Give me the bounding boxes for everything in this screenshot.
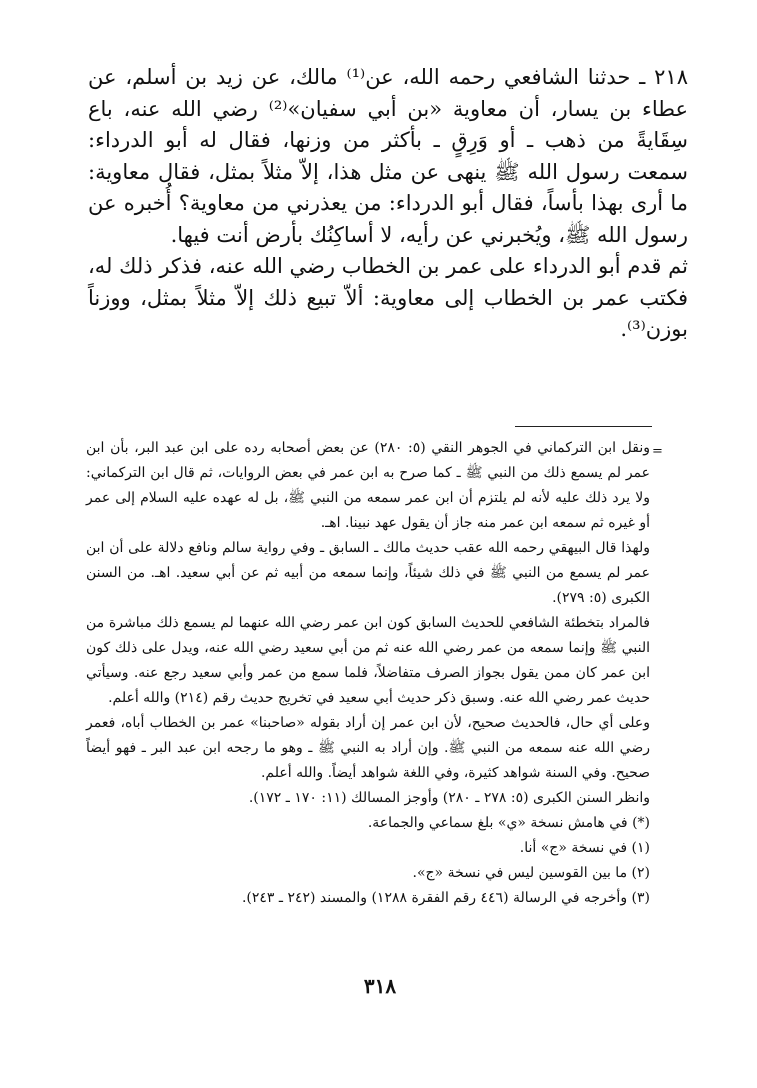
hadith-paragraph-1: ٢١٨ ـ حدثنا الشافعي رحمه الله، عن⁽¹⁾ مالك، عن زيد بن أسلم، عن عطاء بن يسار، أن معاوية «بن أبي سفيان»⁽²⁾ رضي الله عنه، باع سِقَايةً من ذهب ـ أو وَرِقٍ ـ بأكثر من وزنها، فقال له أبو الدرداء: سمعت رسول الله ﷺ ينهى عن مثل هذا، إلاّ مثلاً بمثل، فقال معاوية: ما أرى بهذا بأساً، فقال أبو الدرداء: من يعذرني من معاوية؟ أُخبره عن رسول الله ﷺ، ويُخبرني عن رأيه، لا أساكِنُك بأرض أنت فيها.	[88, 65, 688, 247]
footnote-separator	[515, 426, 652, 427]
footnote-star: (*) في هامش نسخة «ي» بلغ سماعي والجماعة.	[367, 815, 650, 831]
footnote-paragraph: فالمراد بتخطئة الشافعي للحديث السابق كون ابن عمر رضي الله عنهما لم يسمع ذلك مباشرة من النبي ﷺ وإنما سمعه من عمر رضي الله عنه ثم من أبي سعيد رضي الله عنه، ويدل على ذلك كون ابن عمر كان ممن يقول بجواز الصرف متفاضلاً، فلما سمع من عمر وأبي سعيد رجع عنه. وسيأتي حديث عمر رضي الله عنه. وسبق ذكر حديث أبي سعيد في تخريج حديث رقم (٢١٤) والله أعلم.	[86, 615, 650, 706]
main-text-block	[88, 62, 688, 346]
page-number: ٣١٨	[363, 974, 397, 998]
footnote-paragraph: وعلى أي حال، فالحديث صحيح، لأن ابن عمر إن أراد بقوله «صاحبنا» عمر بن الخطاب أباه، فعمر رضي الله عنه سمعه من النبي ﷺ. وإن أراد به النبي ﷺ ـ وهو ما رجحه ابن عبد البر ـ فهو أيضاً صحيح. وفي السنة شواهد كثيرة، وفي اللغة شواهد أيضاً. والله أعلم.	[86, 715, 650, 781]
footnote-paragraph: ونقل ابن التركماني في الجوهر النقي (٥: ٢٨٠) عن بعض أصحابه رده على ابن عبد البر، بأن ابن عمر لم يسمع ذلك من النبي ﷺ ـ كما صرح به ابن عمر في بعض الروايات، ثم قال ابن التركماني: ولا يرد ذلك عليه لأنه لم يلتزم أن ابن عمر سمعه من النبي ﷺ، بل له عهده عليه السلام إلى عمر أو غيره ثم سمعه ابن عمر منه جاز أن يقول عهد نبينا. اهـ.	[86, 440, 650, 531]
footnotes-block	[86, 436, 650, 911]
hadith-paragraph-2: ثم قدم أبو الدرداء على عمر بن الخطاب رضي الله عنه، فذكر ذلك له، فكتب عمر بن الخطاب إلى معاوية: ألاّ تبيع ذلك إلاّ مثلاً بمثل، ووزناً بوزن⁽³⁾.	[88, 254, 688, 341]
footnote-2: (٢) ما بين القوسين ليس في نسخة «ج».	[412, 865, 650, 881]
footnote-paragraph: وانظر السنن الكبرى (٥: ٢٧٨ ـ ٢٨٠) وأوجز المسالك (١١: ١٧٠ ـ ١٧٢).	[248, 790, 650, 806]
footnote-1: (١) في نسخة «ج» أنا.	[519, 840, 650, 856]
footnote-continuation-mark: =	[652, 444, 663, 459]
footnote-3: (٣) وأخرجه في الرسالة (٤٤٦ رقم الفقرة ١٢٨٨) والمسند (٢٤٢ ـ ٢٤٣).	[241, 890, 650, 906]
footnote-paragraph: ولهذا قال البيهقي رحمه الله عقب حديث مالك ـ السابق ـ وفي رواية سالم ونافع دلالة على أن ابن عمر لم يسمع من النبي ﷺ في ذلك شيئاً، وإنما سمعه من أبيه ثم عن أبي سعيد. اهـ. من السنن الكبرى (٥: ٢٧٩).	[86, 540, 651, 606]
